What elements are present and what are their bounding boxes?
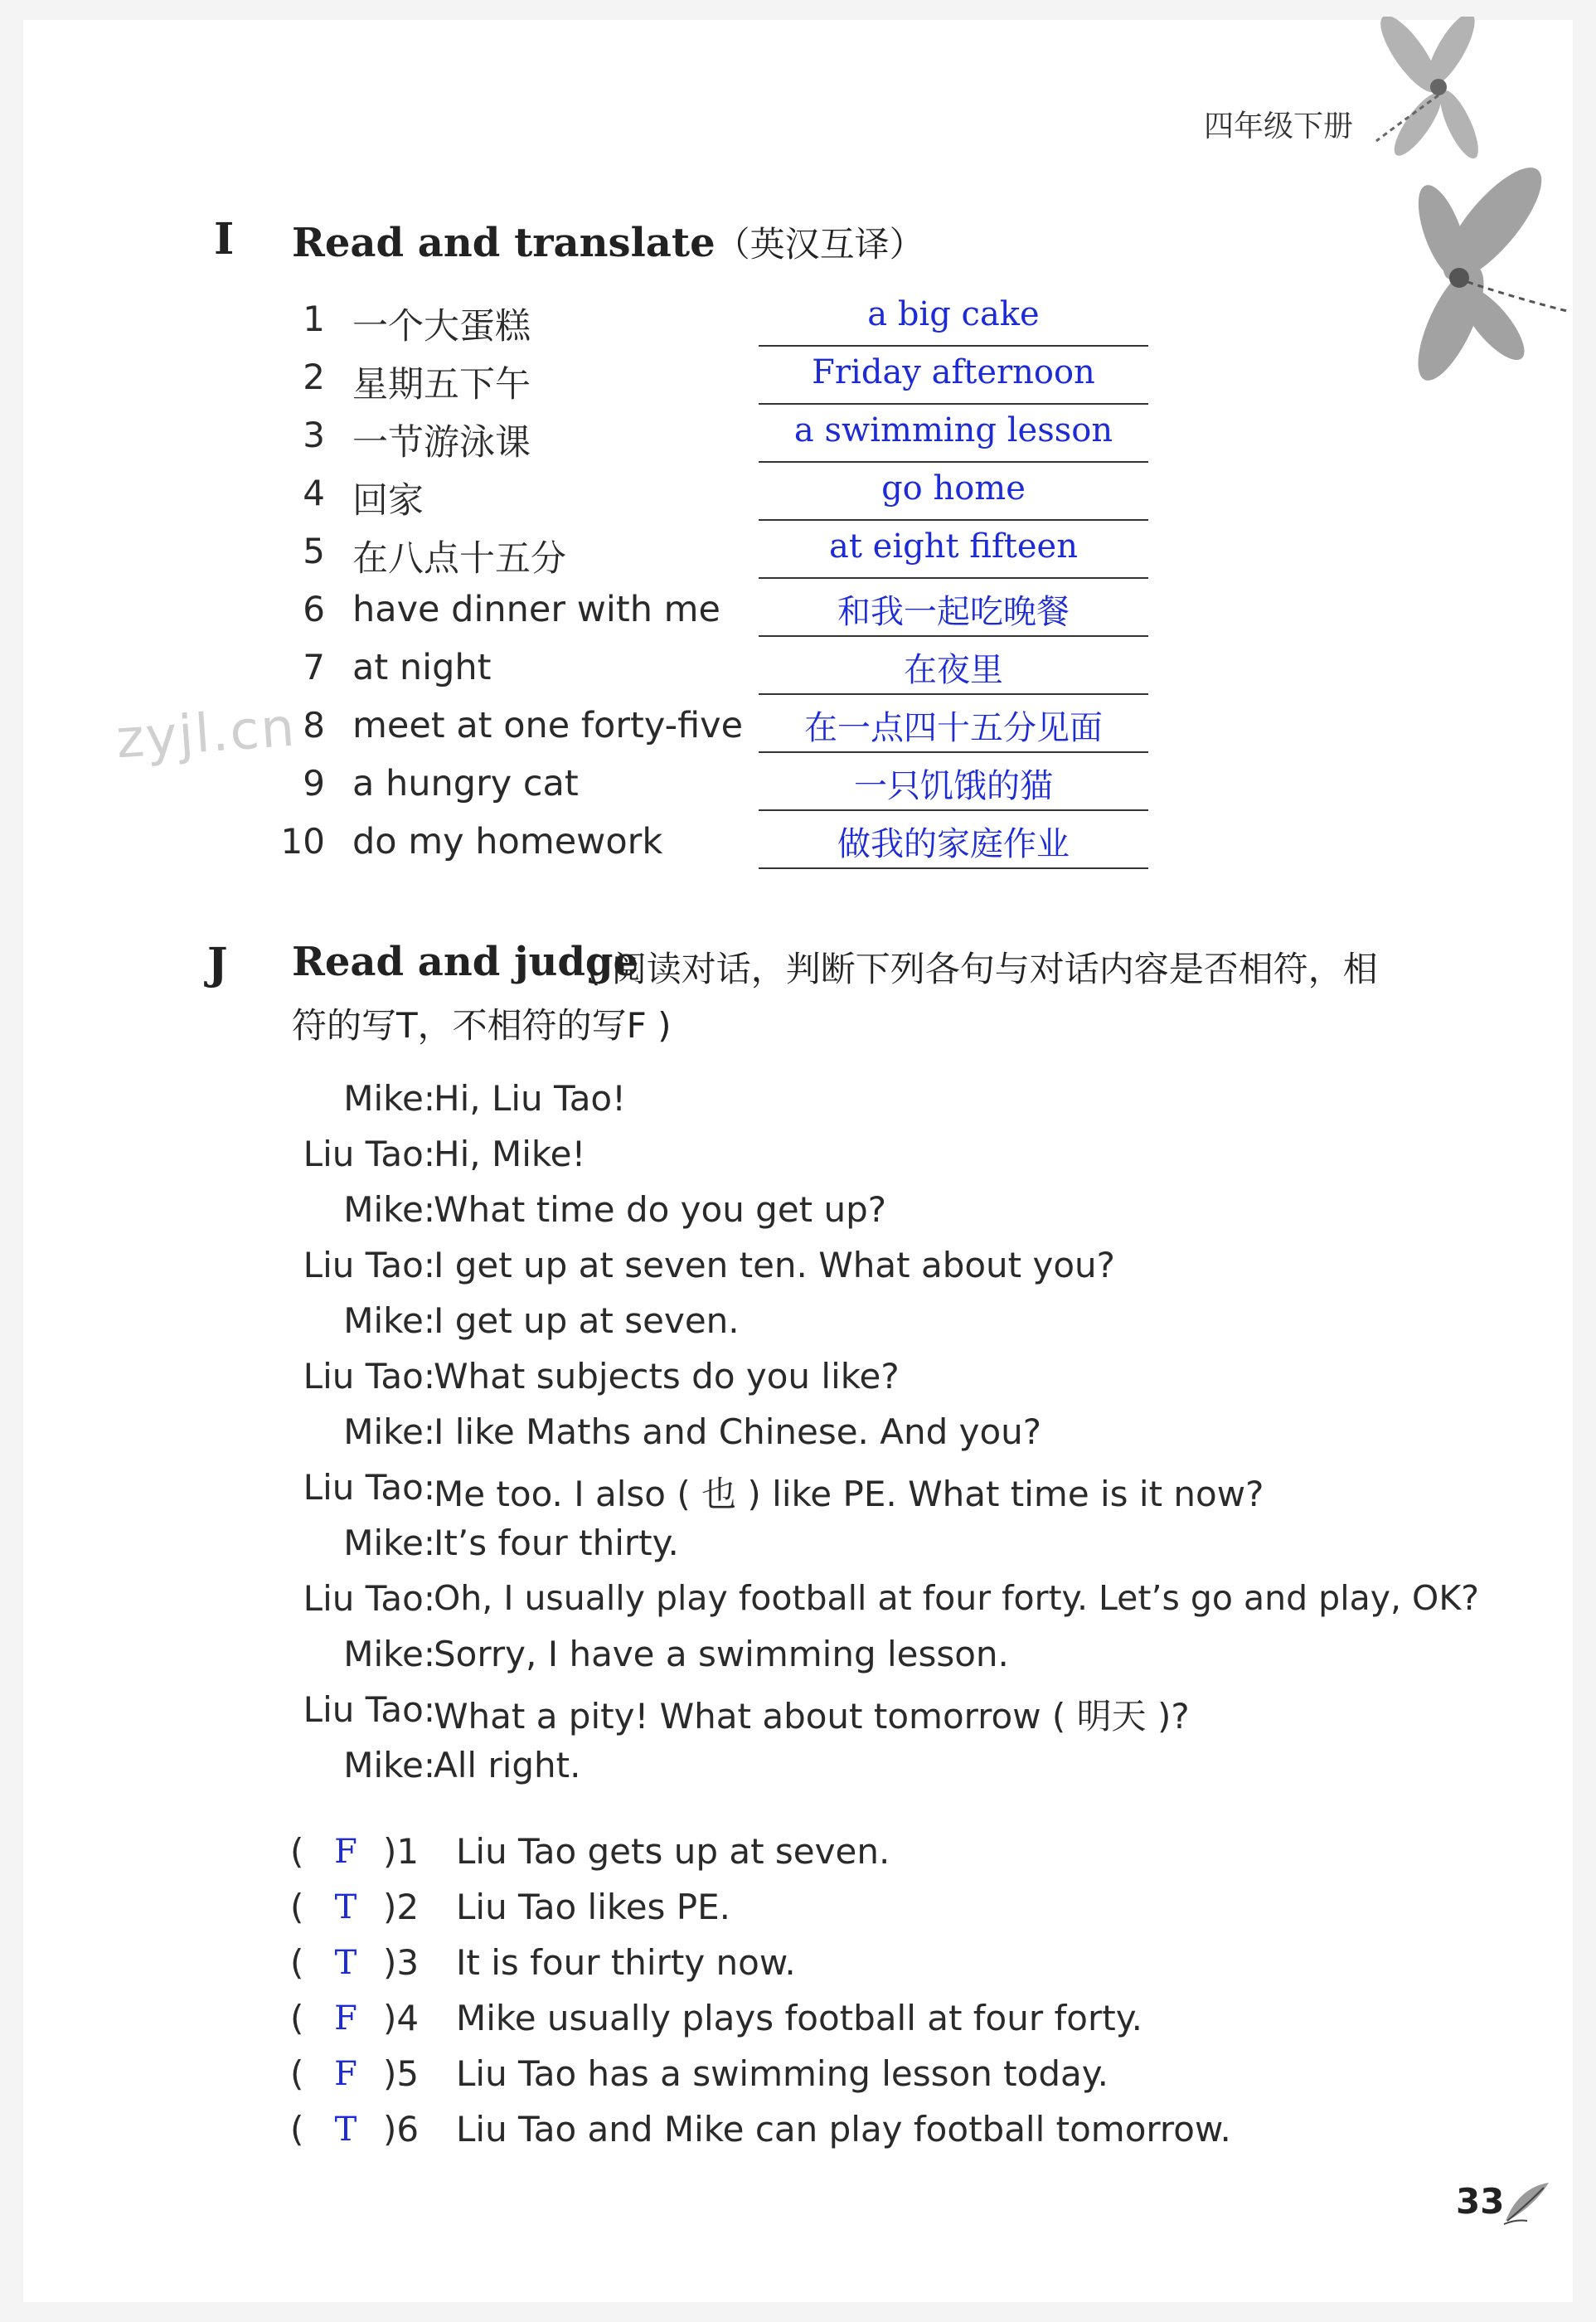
open-paren: (: [290, 1831, 304, 1872]
section-j-instruction-cont: 符的写T，不相符的写F ): [292, 1005, 672, 1046]
translation-item: [274, 647, 1152, 705]
translation-item: [274, 821, 1152, 879]
speaker: Mike:: [343, 1745, 435, 1785]
item-number: 9: [303, 763, 325, 804]
judgement-statement: Liu Tao has a swimming lesson today.: [456, 2053, 1108, 2094]
speaker: Liu Tao:: [303, 1134, 435, 1174]
translation-item: [274, 295, 1152, 357]
item-prompt: 一个大蛋糕: [352, 306, 531, 347]
answer-line: [759, 635, 1148, 637]
speaker: Mike:: [343, 1300, 435, 1341]
close-paren: )1: [383, 1831, 420, 1872]
item-number: 7: [303, 647, 325, 687]
item-answer: 在一点四十五分见面: [804, 709, 1103, 747]
leaf-icon: [1502, 2179, 1552, 2226]
translation-item: [274, 527, 1152, 589]
section-j-instruction: ( 阅读对话，判断下列各句与对话内容是否相符，相: [587, 949, 1378, 989]
speaker: Liu Tao:: [303, 1467, 435, 1508]
translation-item: [274, 469, 1152, 531]
utterance: I like Maths and Chinese. And you?: [434, 1411, 1042, 1452]
speaker: Liu Tao:: [303, 1356, 435, 1397]
utterance: Oh, I usually play football at four forty. Let’s go and play, OK?: [434, 1578, 1479, 1618]
dragonfly-icon: [1360, 17, 1501, 182]
item-prompt: a hungry cat: [352, 763, 579, 804]
item-answer: a big cake: [867, 295, 1040, 333]
page-number: 33: [1456, 2181, 1505, 2222]
item-prompt: do my homework: [352, 821, 663, 862]
answer-line: [759, 345, 1148, 347]
section-i-title: [292, 217, 924, 267]
speaker: Mike:: [343, 1078, 435, 1119]
judgement-answer: T: [334, 1888, 357, 1926]
close-paren: )3: [383, 1942, 420, 1983]
watermark: zyjl.cn: [114, 697, 298, 771]
close-paren: )4: [383, 1998, 420, 2038]
judgement-statement: Mike usually plays football at four forty.: [456, 1998, 1142, 2038]
item-number: 2: [303, 357, 325, 397]
utterance: What time do you get up?: [434, 1189, 887, 1230]
item-answer: go home: [881, 469, 1026, 508]
section-j-title: Read and judge: [292, 939, 639, 985]
item-number: 6: [303, 589, 325, 629]
item-prompt: 在八点十五分: [352, 538, 566, 580]
item-answer: a swimming lesson: [793, 411, 1113, 449]
translation-item: [274, 411, 1152, 473]
utterance: What subjects do you like?: [434, 1356, 900, 1397]
judgement-answer: T: [334, 1944, 357, 1982]
answer-line: [759, 577, 1148, 579]
close-paren: )5: [383, 2053, 420, 2094]
judgement-statement: Liu Tao gets up at seven.: [456, 1831, 890, 1872]
item-prompt: 星期五下午: [352, 364, 531, 406]
grade-label: 四年级下册: [1204, 109, 1354, 143]
item-answer: 做我的家庭作业: [837, 825, 1070, 863]
item-prompt: meet at one forty-five: [352, 705, 744, 746]
answer-line: [759, 693, 1148, 695]
utterance: What a pity! What about tomorrow ( 明天 )?: [434, 1696, 1190, 1737]
judgement-answer: F: [334, 1833, 357, 1871]
speaker: Liu Tao:: [303, 1245, 435, 1285]
item-answer: 一只饥饿的猫: [854, 767, 1053, 805]
item-number: 5: [303, 531, 325, 571]
judgement-number: 2: [396, 1887, 420, 1927]
item-prompt: 回家: [352, 480, 424, 522]
speaker: Liu Tao:: [303, 1689, 435, 1730]
utterance: Sorry, I have a swimming lesson.: [434, 1634, 1009, 1674]
close-paren: )2: [383, 1887, 420, 1927]
item-prompt: at night: [352, 647, 492, 688]
item-number: 10: [280, 821, 325, 862]
answer-line: [759, 867, 1148, 869]
section-i-title-en: Read and translate: [292, 220, 716, 266]
item-number: 1: [303, 299, 325, 339]
item-answer: 和我一起吃晚餐: [837, 593, 1070, 631]
judgement-number: 6: [396, 2109, 420, 2150]
judgement-number: 5: [396, 2053, 420, 2094]
open-paren: (: [290, 1887, 304, 1927]
utterance: All right.: [434, 1745, 581, 1785]
open-paren: (: [290, 1998, 304, 2038]
close-paren: )6: [383, 2109, 420, 2150]
answer-line: [759, 751, 1148, 753]
answer-line: [759, 809, 1148, 811]
judgement-statement: Liu Tao and Mike can play football tomorrow.: [456, 2109, 1231, 2150]
speaker: Mike:: [343, 1523, 435, 1563]
answer-line: [759, 461, 1148, 463]
item-number: 4: [303, 473, 325, 513]
open-paren: (: [290, 2053, 304, 2094]
utterance: I get up at seven ten. What about you?: [434, 1245, 1115, 1285]
speaker: Liu Tao:: [303, 1578, 435, 1619]
answer-line: [759, 403, 1148, 405]
judgement-number: 4: [396, 1998, 420, 2038]
open-paren: (: [290, 2109, 304, 2150]
item-number: 3: [303, 415, 325, 455]
judgement-number: 3: [396, 1942, 420, 1983]
section-j-letter: J: [207, 939, 228, 989]
section-i-title-cn: （英汉互译）: [715, 224, 924, 265]
speaker: Mike:: [343, 1189, 435, 1230]
judgement-answer: F: [334, 2055, 357, 2093]
item-number: 8: [303, 705, 325, 746]
translation-item: [274, 589, 1152, 647]
judgement-statement: Liu Tao likes PE.: [456, 1887, 730, 1927]
translation-item: [274, 353, 1152, 415]
utterance: It’s four thirty.: [434, 1523, 679, 1563]
utterance: Me too. I also ( 也 ) like PE. What time is it now?: [434, 1474, 1264, 1514]
answer-line: [759, 519, 1148, 521]
item-answer: Friday afternoon: [812, 353, 1095, 391]
judgement-answer: T: [334, 2111, 357, 2149]
speaker: Mike:: [343, 1634, 435, 1674]
utterance: Hi, Liu Tao!: [434, 1078, 626, 1119]
section-i-letter: I: [214, 214, 235, 265]
item-answer: at eight fifteen: [829, 527, 1078, 566]
item-prompt: have dinner with me: [352, 589, 720, 630]
utterance: I get up at seven.: [434, 1300, 740, 1341]
judgement-number: 1: [396, 1831, 420, 1872]
judgement-answer: F: [334, 1999, 357, 2038]
open-paren: (: [290, 1942, 304, 1983]
translation-item: [274, 705, 1152, 763]
item-prompt: 一节游泳课: [352, 422, 531, 464]
speaker: Mike:: [343, 1411, 435, 1452]
judgement-statement: It is four thirty now.: [456, 1942, 796, 1983]
dragonfly-icon: [1368, 166, 1575, 398]
translation-item: [274, 763, 1152, 821]
item-answer: 在夜里: [904, 651, 1003, 689]
utterance: Hi, Mike!: [434, 1134, 586, 1174]
